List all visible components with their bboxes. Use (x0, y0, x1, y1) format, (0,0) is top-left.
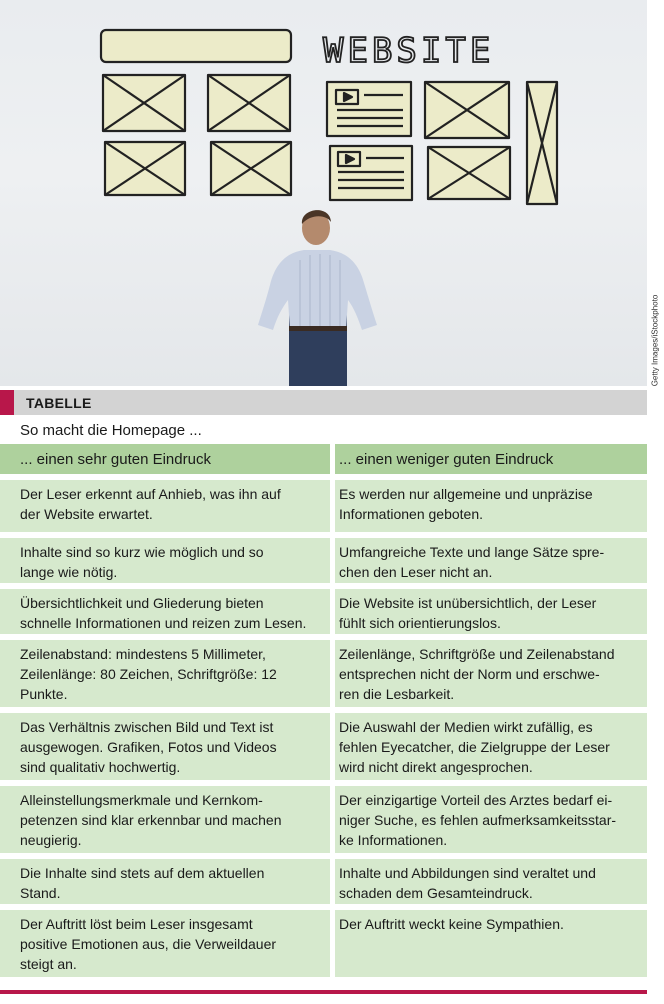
cell-good (0, 786, 330, 853)
section-label-bar (0, 390, 647, 415)
wireframe-header-bar (101, 30, 291, 62)
cell-line: Inhalte sind so kurz wie möglich und so (20, 544, 264, 560)
cell-line: schnelle Informationen und reizen zum Lesen. (20, 615, 307, 631)
cell-good (0, 538, 330, 583)
cell-bad (335, 640, 647, 707)
cell-line: wird nicht direkt angesprochen. (339, 759, 533, 775)
label-accent (0, 390, 14, 415)
table-row (0, 480, 647, 532)
cell-line: Der einzigartige Vorteil des Arztes bedarf ei- (339, 792, 613, 808)
cell-line: schaden dem Gesamteindruck. (339, 885, 533, 901)
photo-credit (645, 290, 664, 390)
cell-bad (335, 910, 647, 977)
cell-line: ke Informationen. (339, 832, 448, 848)
cell-line: niger Suche, es fehlen aufmerksamkeitsstar- (339, 812, 617, 828)
cell-line: Stand. (20, 885, 61, 901)
cell-bad (335, 589, 647, 634)
cell-line: lange wie nötig. (20, 564, 118, 580)
cell-bad (335, 786, 647, 853)
cell-line: Alleinstellungsmerkmale und Kernkom- (20, 792, 263, 808)
cell-line: Übersichtlichkeit und Gliederung bieten (20, 595, 264, 611)
cell-bad (335, 859, 647, 904)
cell-line: Inhalte und Abbildungen sind veraltet und (339, 865, 596, 881)
header-good: ... einen sehr guten Eindruck (0, 444, 330, 474)
header-bad: ... einen weniger guten Eindruck (335, 444, 647, 474)
comparison-table (0, 444, 647, 983)
cell-good (0, 589, 330, 634)
cell-good (0, 910, 330, 977)
cell-line: chen den Leser nicht an. (339, 564, 493, 580)
table-row (0, 910, 647, 977)
table-body (0, 480, 647, 977)
table-subtitle: So macht die Homepage ... (20, 422, 202, 439)
cell-good (0, 640, 330, 707)
cell-line: fehlen Eyecatcher, die Zielgruppe der Leser (339, 739, 610, 755)
cell-line: Zeilenlänge: 80 Zeichen, Schriftgröße: 12 (20, 666, 277, 682)
cell-line: Die Auswahl der Medien wirkt zufällig, es (339, 719, 593, 735)
cell-line: Zeilenlänge, Schriftgröße und Zeilenabstand (339, 646, 615, 662)
cell-line: Die Website ist unübersichtlich, der Leser (339, 595, 597, 611)
wireframe-image-box (208, 75, 290, 131)
table-row (0, 786, 647, 853)
cell-line: Die Inhalte sind stets auf dem aktuellen (20, 865, 265, 881)
wall-word-text: WEBSITE (323, 31, 495, 71)
cell-good (0, 713, 330, 780)
cell-line: neugierig. (20, 832, 82, 848)
cell-line: Punkte. (20, 686, 68, 702)
table-header-row (0, 444, 647, 474)
wireframe-video-box (327, 82, 411, 136)
cell-line: positive Emotionen aus, die Verweildauer (20, 936, 277, 952)
cell-line: fühlt sich orientierungslos. (339, 615, 501, 631)
table-row (0, 538, 647, 583)
cell-line: Das Verhältnis zwischen Bild und Text ist (20, 719, 274, 735)
wireframe-image-box (211, 142, 291, 195)
cell-line: steigt an. (20, 956, 77, 972)
wireframe-video-box (330, 146, 412, 200)
table-row (0, 589, 647, 634)
cell-line: Informationen geboten. (339, 506, 483, 522)
cell-line: petenzen sind klar erkennbar und machen (20, 812, 282, 828)
cell-line: entsprechen nicht der Norm und erschwe- (339, 666, 600, 682)
wireframe-image-box (425, 82, 509, 138)
table-row (0, 640, 647, 707)
cell-line: Der Auftritt weckt keine Sympathien. (339, 916, 564, 932)
photo-credit-text: Getty Images/iStockphoto (650, 294, 660, 386)
wireframe-image-box (103, 75, 185, 131)
cell-line: Umfangreiche Texte und lange Sätze spre- (339, 544, 605, 560)
cell-good (0, 480, 330, 532)
wireframe-sidebar-box (527, 82, 557, 204)
cell-bad (335, 538, 647, 583)
bottom-rule (0, 990, 647, 994)
wireframe-image-box (105, 142, 185, 195)
cell-line: Der Auftritt löst beim Leser insgesamt (20, 916, 253, 932)
table-row (0, 859, 647, 904)
header-photo (0, 0, 647, 386)
cell-line: sind qualitativ hochwertig. (20, 759, 181, 775)
wireframe-image-box (428, 147, 510, 199)
cell-line: ausgewogen. Grafiken, Fotos und Videos (20, 739, 277, 755)
cell-line: ren die Lesbarkeit. (339, 686, 455, 702)
section-label: TABELLE (26, 394, 92, 411)
wireframe-illustration (0, 0, 647, 386)
cell-bad (335, 713, 647, 780)
person-figure (258, 210, 377, 386)
cell-line: Der Leser erkennt auf Anhieb, was ihn auf (20, 486, 281, 502)
cell-line: der Website erwartet. (20, 506, 153, 522)
cell-line: Zeilenabstand: mindestens 5 Millimeter, (20, 646, 266, 662)
cell-bad (335, 480, 647, 532)
table-row (0, 713, 647, 780)
cell-line: Es werden nur allgemeine und unpräzise (339, 486, 593, 502)
cell-good (0, 859, 330, 904)
